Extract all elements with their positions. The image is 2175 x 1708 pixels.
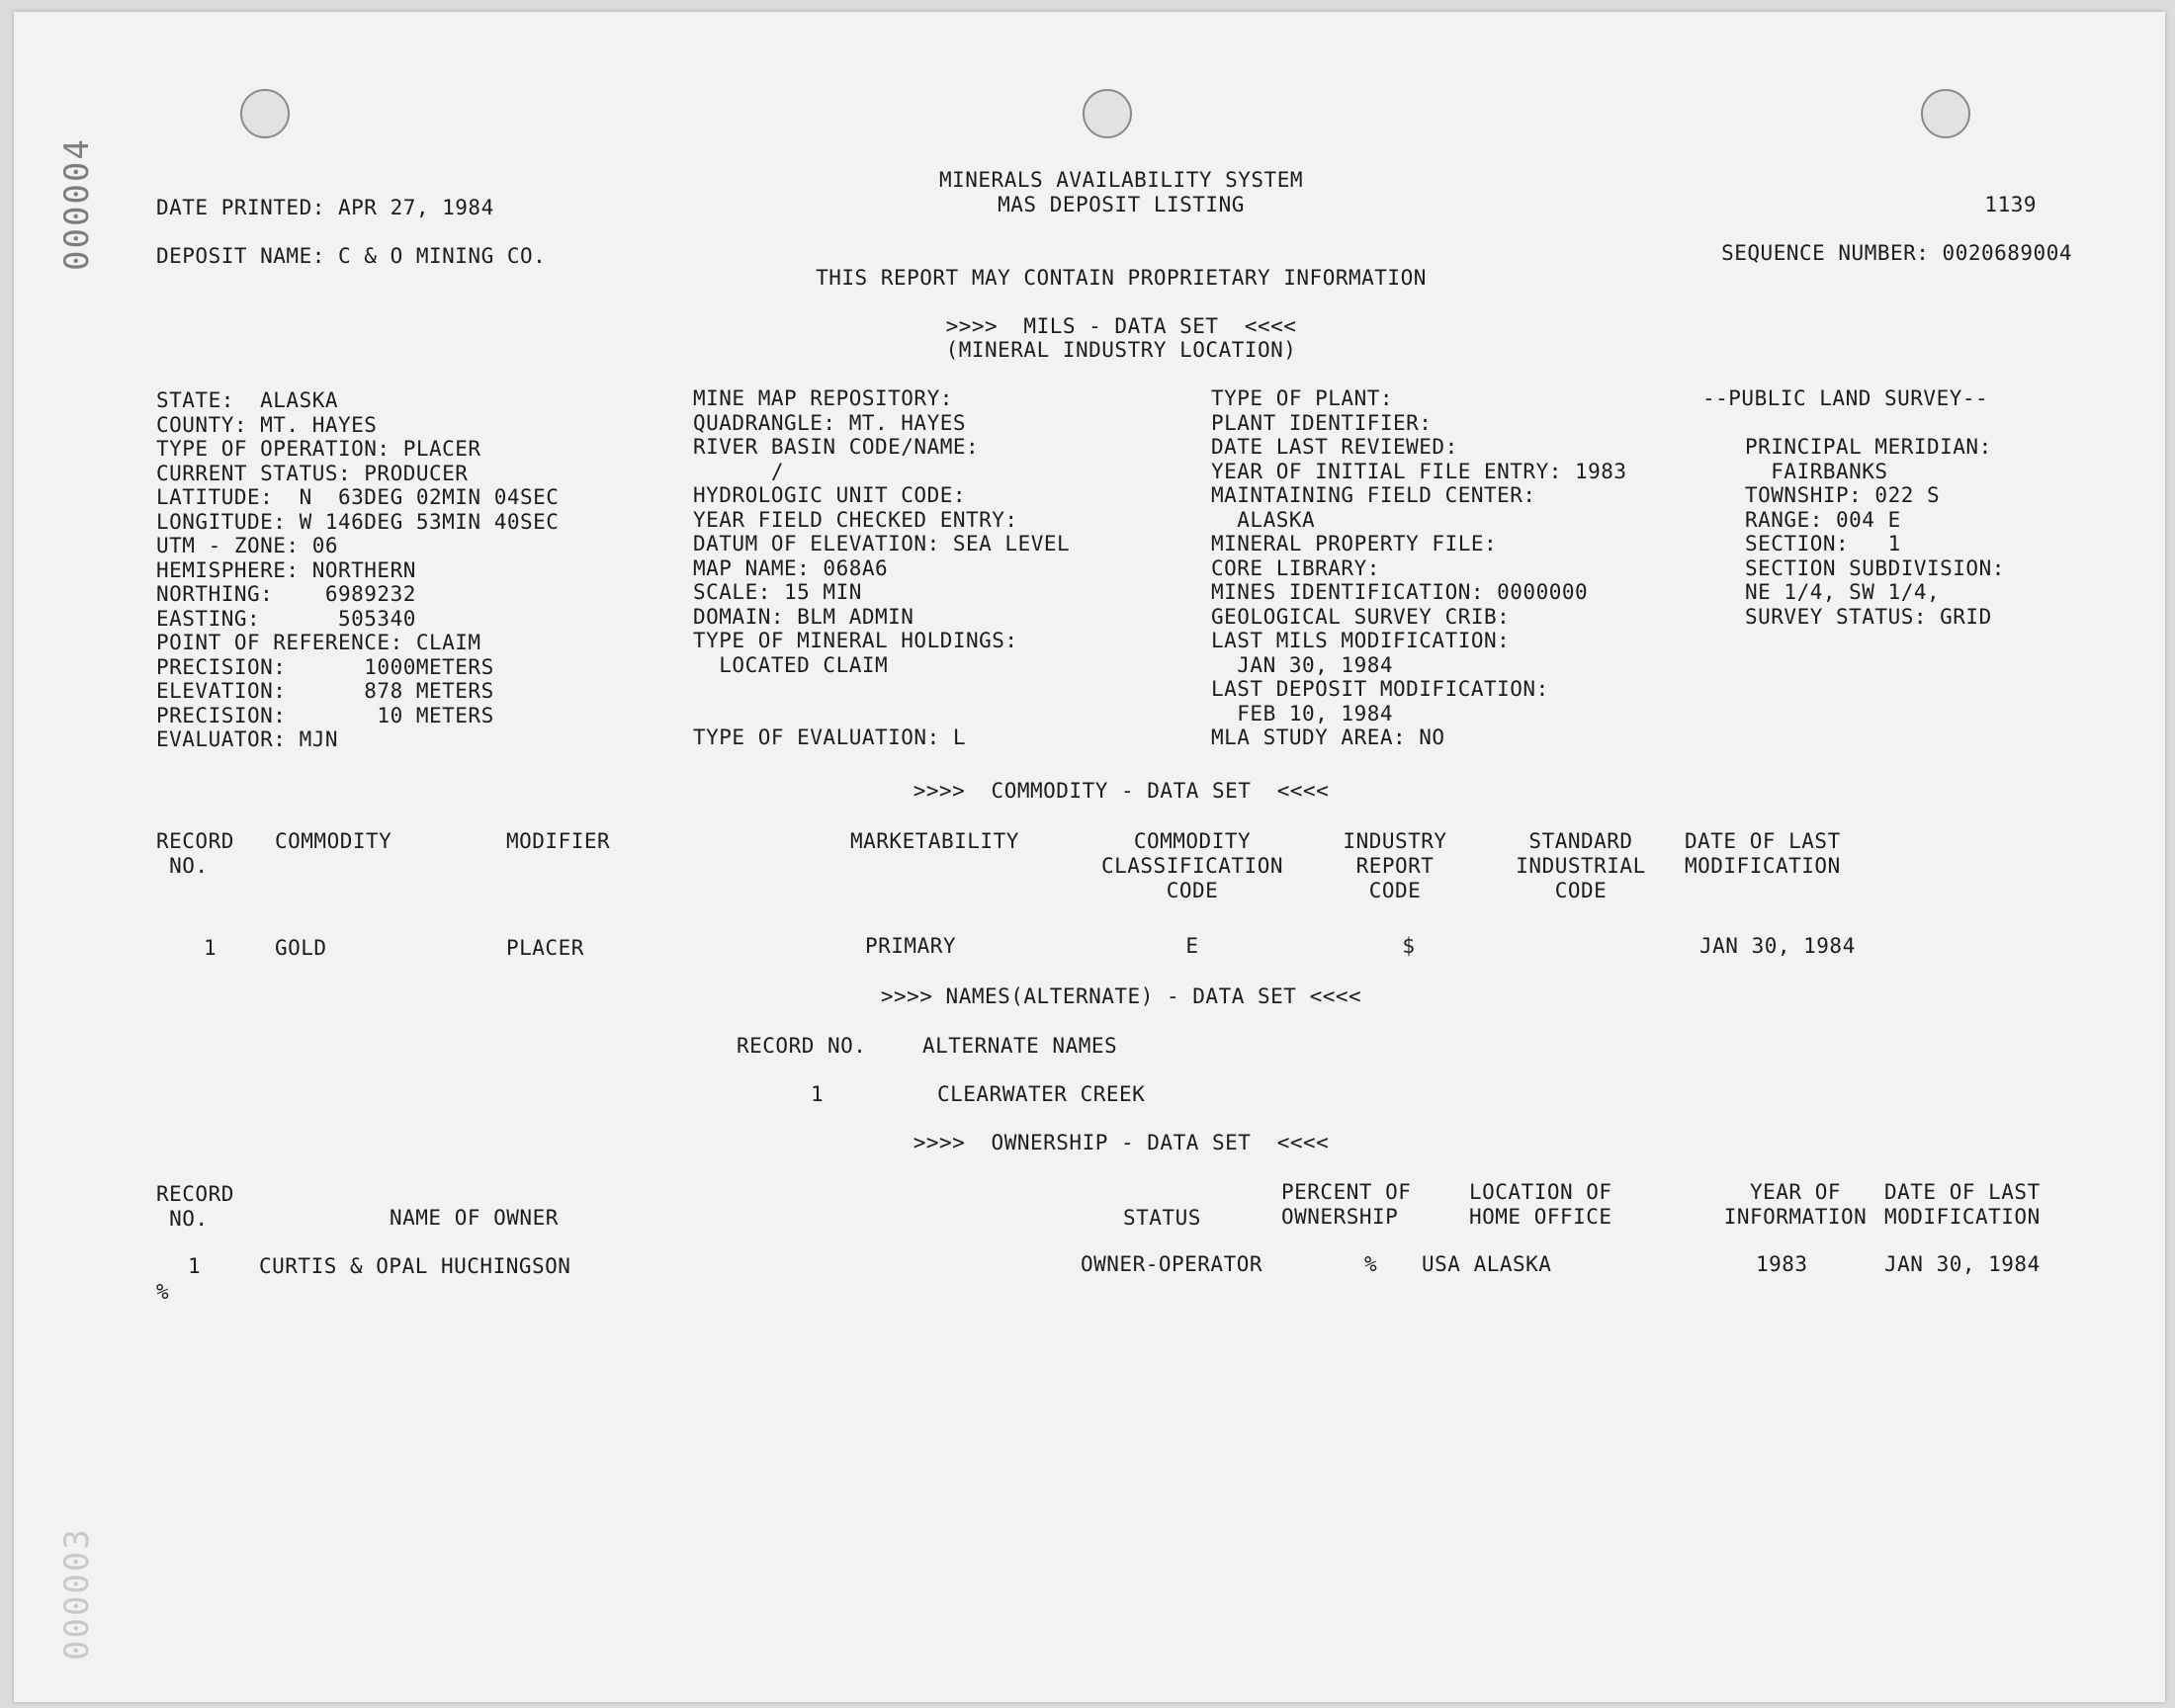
last-modification: JAN 30, 1984 bbox=[1884, 1252, 2041, 1276]
col-header-status: STATUS bbox=[1123, 1206, 1201, 1230]
report-page bbox=[14, 12, 2165, 1702]
mils-field-line: YEAR OF INITIAL FILE ENTRY: 1983 bbox=[1211, 459, 1627, 483]
owner-name: CURTIS & OPAL HUCHINGSON bbox=[259, 1254, 571, 1278]
mils-field-line: LATITUDE: N 63DEG 02MIN 04SEC bbox=[156, 485, 560, 509]
mils-field-line: HEMISPHERE: NORTHERN bbox=[156, 557, 416, 582]
mils-field-line: DATUM OF ELEVATION: SEA LEVEL bbox=[693, 532, 1071, 555]
mils-field-line: MAINTAINING FIELD CENTER: bbox=[1211, 483, 1536, 507]
listing-title: MAS DEPOSIT LISTING bbox=[998, 193, 1245, 216]
mils-field-line: GEOLOGICAL SURVEY CRIB: bbox=[1211, 604, 1511, 629]
ownership-status: OWNER-OPERATOR bbox=[1081, 1252, 1263, 1276]
col-header-commodity: COMMODITY bbox=[275, 829, 392, 853]
mils-field-line: FEB 10, 1984 bbox=[1211, 701, 1394, 726]
col-header-percent-ownership: PERCENT OF OWNERSHIP bbox=[1281, 1180, 1412, 1229]
mils-field-line: HYDROLOGIC UNIT CODE: bbox=[693, 483, 967, 507]
col-header-alternate-names: ALTERNATE NAMES bbox=[922, 1034, 1118, 1058]
col-header-sic-code: STANDARD INDUSTRIAL CODE bbox=[1516, 829, 1646, 902]
col-header-record-no: RECORD NO. bbox=[156, 1182, 234, 1231]
system-title: MINERALS AVAILABILITY SYSTEM bbox=[938, 168, 1303, 192]
col-header-marketability: MARKETABILITY bbox=[850, 829, 1019, 853]
mils-field-line: MLA STUDY AREA: NO bbox=[1211, 726, 1445, 749]
year-of-information: 1983 bbox=[1756, 1252, 1808, 1276]
home-office-location: USA ALASKA bbox=[1422, 1252, 1552, 1276]
mils-field-line: CORE LIBRARY: bbox=[1211, 555, 1380, 580]
binder-hole bbox=[240, 89, 290, 138]
classification-code: E bbox=[1185, 934, 1199, 958]
mils-heading: >>>> MILS - DATA SET <<<< bbox=[945, 314, 1297, 338]
record-trailer: % bbox=[156, 1280, 170, 1304]
sequence-number: SEQUENCE NUMBER: 0020689004 bbox=[1721, 241, 2072, 265]
mils-field-line: FAIRBANKS bbox=[1745, 459, 1888, 483]
mils-field-line: EVALUATOR: MJN bbox=[156, 727, 339, 751]
mils-subheading: (MINERAL INDUSTRY LOCATION) bbox=[945, 338, 1297, 362]
mils-field-line: PLANT IDENTIFIER: bbox=[1211, 410, 1433, 435]
mils-field-line: NE 1/4, SW 1/4, bbox=[1745, 580, 1941, 604]
mils-field-line: SECTION: 1 bbox=[1745, 532, 1901, 555]
col-header-owner-name: NAME OF OWNER bbox=[390, 1206, 559, 1230]
mils-field-line: TOWNSHIP: 022 S bbox=[1745, 483, 1941, 507]
col-header-last-modification: DATE OF LAST MODIFICATION bbox=[1884, 1180, 2041, 1229]
commodity-name: GOLD bbox=[275, 936, 327, 960]
mils-field-line: SECTION SUBDIVISION: bbox=[1745, 555, 2005, 580]
mils-field-line: / bbox=[693, 459, 785, 483]
mils-field-line: DATE LAST REVIEWED: bbox=[1211, 435, 1458, 459]
mils-field-line: STATE: ALASKA bbox=[156, 388, 339, 412]
mils-field-line: LAST MILS MODIFICATION: bbox=[1211, 629, 1511, 652]
mils-field-line: POINT OF REFERENCE: CLAIM bbox=[156, 631, 481, 654]
last-modification: JAN 30, 1984 bbox=[1699, 934, 1856, 958]
marketability: PRIMARY bbox=[865, 934, 957, 958]
ownership-heading: >>>> OWNERSHIP - DATA SET <<<< bbox=[913, 1131, 1330, 1154]
proprietary-notice: THIS REPORT MAY CONTAIN PROPRIETARY INFORMATION bbox=[816, 266, 1427, 290]
mils-field-line: SURVEY STATUS: GRID bbox=[1745, 604, 1992, 629]
mils-field-line: LAST DEPOSIT MODIFICATION: bbox=[1211, 677, 1549, 701]
mils-field-line: TYPE OF MINERAL HOLDINGS: bbox=[693, 629, 1018, 652]
mils-field-line: ALASKA bbox=[1211, 507, 1316, 532]
mils-field-line: DOMAIN: BLM ADMIN bbox=[693, 604, 914, 629]
mils-field-line: MINE MAP REPOSITORY: bbox=[693, 386, 953, 410]
col-header-record-no: RECORD NO. bbox=[156, 829, 234, 878]
mils-field-line: EASTING: 505340 bbox=[156, 606, 416, 631]
mils-field-line: QUADRANGLE: MT. HAYES bbox=[693, 410, 967, 435]
record-no: 1 bbox=[188, 1254, 202, 1278]
mils-field-line: NORTHING: 6989232 bbox=[156, 582, 416, 606]
mils-field-line: COUNTY: MT. HAYES bbox=[156, 412, 378, 437]
col-header-industry-report-code: INDUSTRY REPORT CODE bbox=[1343, 829, 1447, 902]
mils-field-line: CURRENT STATUS: PRODUCER bbox=[156, 461, 469, 485]
mils-field-line: MAP NAME: 068A6 bbox=[693, 555, 889, 580]
mils-field-line: PRECISION: 10 METERS bbox=[156, 703, 494, 727]
mils-field-line: UTM - ZONE: 06 bbox=[156, 534, 339, 557]
names-heading: >>>> NAMES(ALTERNATE) - DATA SET <<<< bbox=[880, 984, 1362, 1008]
col-header-home-office: LOCATION OF HOME OFFICE bbox=[1469, 1180, 1612, 1229]
alternate-name: CLEARWATER CREEK bbox=[937, 1082, 1146, 1106]
mils-field-line: RANGE: 004 E bbox=[1745, 507, 1901, 532]
industry-report-code: $ bbox=[1402, 934, 1416, 958]
mils-field-line: TYPE OF PLANT: bbox=[1211, 386, 1394, 410]
percent-ownership: % bbox=[1364, 1252, 1378, 1276]
mils-field-line: RIVER BASIN CODE/NAME: bbox=[693, 435, 980, 459]
date-printed: DATE PRINTED: APR 27, 1984 bbox=[156, 196, 494, 219]
col-header-modifier: MODIFIER bbox=[506, 829, 611, 853]
mils-field-line: MINERAL PROPERTY FILE: bbox=[1211, 532, 1498, 555]
mils-field-line: LONGITUDE: W 146DEG 53MIN 40SEC bbox=[156, 509, 560, 534]
record-no: 1 bbox=[811, 1082, 825, 1106]
commodity-modifier: PLACER bbox=[506, 936, 584, 960]
mils-field-line: MINES IDENTIFICATION: 0000000 bbox=[1211, 580, 1589, 604]
mils-field-line: TYPE OF OPERATION: PLACER bbox=[156, 437, 481, 461]
record-no: 1 bbox=[204, 936, 218, 960]
public-land-survey-heading: --PUBLIC LAND SURVEY-- bbox=[1702, 386, 1989, 410]
mils-field-line: YEAR FIELD CHECKED ENTRY: bbox=[693, 507, 1018, 532]
mils-field-line: ELEVATION: 878 METERS bbox=[156, 679, 494, 703]
page-number: 1139 bbox=[1984, 193, 2037, 216]
mils-field-line: PRINCIPAL MERIDIAN: bbox=[1745, 435, 1992, 459]
margin-page-stamp-faint: 000003 bbox=[57, 1527, 97, 1661]
margin-page-stamp: 000004 bbox=[57, 137, 97, 271]
col-header-last-modification: DATE OF LAST MODIFICATION bbox=[1685, 829, 1841, 878]
binder-hole bbox=[1921, 89, 1970, 138]
mils-field-line: LOCATED CLAIM bbox=[693, 652, 889, 677]
col-header-record-no: RECORD NO. bbox=[737, 1034, 867, 1058]
mils-field-line: PRECISION: 1000METERS bbox=[156, 654, 494, 679]
binder-hole bbox=[1083, 89, 1132, 138]
deposit-name: DEPOSIT NAME: C & O MINING CO. bbox=[156, 244, 547, 268]
col-header-classification-code: COMMODITY CLASSIFICATION CODE bbox=[1100, 829, 1283, 902]
mils-field-line: JAN 30, 1984 bbox=[1211, 652, 1394, 677]
mils-field-line: TYPE OF EVALUATION: L bbox=[693, 726, 967, 749]
commodity-heading: >>>> COMMODITY - DATA SET <<<< bbox=[913, 779, 1330, 803]
col-header-year-of-information: YEAR OF INFORMATION bbox=[1723, 1180, 1868, 1229]
mils-field-line: SCALE: 15 MIN bbox=[693, 580, 862, 604]
